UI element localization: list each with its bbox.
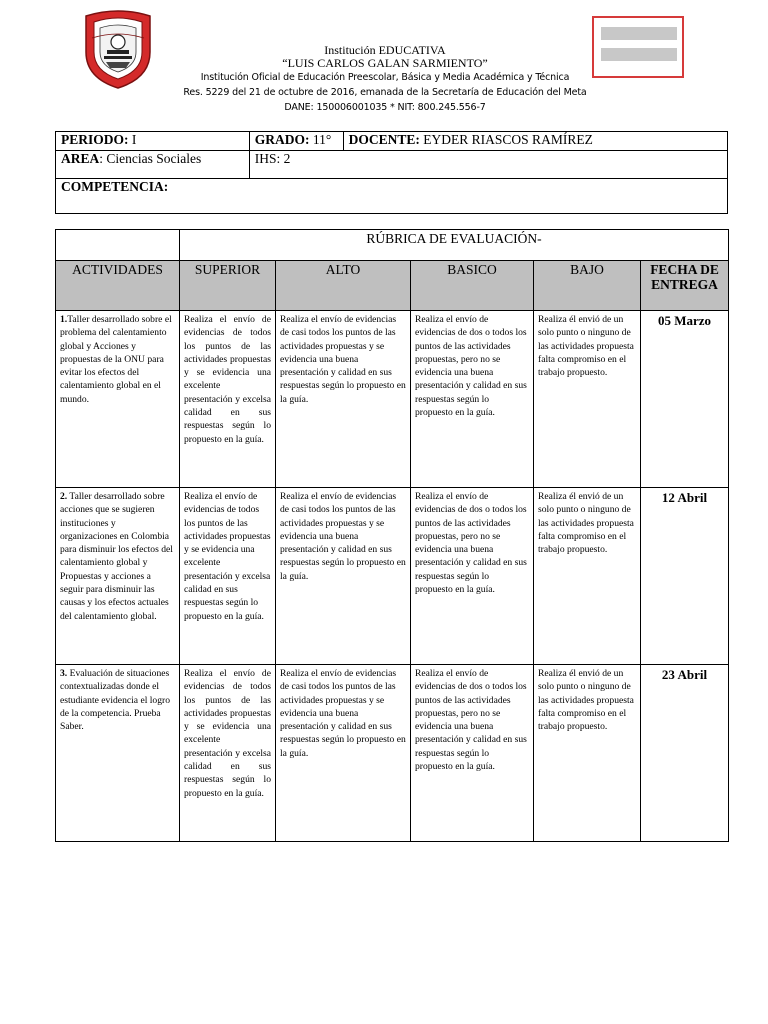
bajo-cell: Realiza él envió de un solo punto o ninguno de las actividades propuesta falta compromiso en el trabajo propuesto. [534, 311, 641, 488]
superior-cell: Realiza el envío de evidencias de todos los puntos de las actividades propuestas y se evidencia una excelente presentación y excelsa calidad en sus respuestas según lo propuesto en la guía. [180, 311, 276, 488]
activity-cell [56, 311, 180, 488]
activity-number: 3. [60, 668, 68, 679]
delivery-date: 23 Abril [641, 665, 729, 842]
basico-cell: Realiza el envío de evidencias de dos o todos los puntos de las actividades propuestas, pero no se evidencia una buena presentación y calidad en sus respuestas según lo propuesto en la guía. [411, 488, 534, 665]
table-row [56, 311, 729, 488]
activity-number: 2. [60, 491, 68, 502]
basico-cell: Realiza el envío de evidencias de dos o todos los puntos de las actividades propuestas, pero no se evidencia una buena presentación y calidad en sus respuestas según lo propuesto en la guía. [411, 665, 534, 842]
column-header-actividades: ACTIVIDADES [56, 261, 180, 311]
bajo-cell: Realiza él envió de un solo punto o ninguno de las actividades propuesta falta compromiso en el trabajo propuesto. [534, 665, 641, 842]
course-info-table [55, 131, 728, 214]
institution-type: Institución EDUCATIVA [324, 43, 446, 57]
rubric-table [55, 229, 729, 842]
column-header-fecha: FECHA DE ENTREGA [641, 261, 729, 311]
activity-cell [56, 665, 180, 842]
rubric-title: RÚBRICA DE EVALUACIÓN- [180, 230, 729, 261]
activity-cell [56, 488, 180, 665]
column-header-superior: SUPERIOR [180, 261, 276, 311]
docente-value: EYDER RIASCOS RAMÍREZ [419, 132, 593, 147]
docente-label: DOCENTE: [348, 132, 420, 147]
institution-header [170, 44, 600, 115]
activity-text: Taller desarrollado sobre acciones que se sugieren instituciones y organizaciones en Colombia para disminuir los efectos del calentamiento global y Propuestas y acciones a seguir para disminuir las causas y los efectos actuales del calentamiento global. [60, 491, 173, 622]
column-header-basico: BASICO [411, 261, 534, 311]
grado-value: 11° [309, 132, 332, 147]
delivery-date: 05 Marzo [641, 311, 729, 488]
table-row [56, 665, 729, 842]
institution-name: “LUIS CARLOS GALAN SARMIENTO” [282, 56, 488, 70]
alto-cell: Realiza el envío de evidencias de casi todos los puntos de las actividades propuestas y se evidencia una buena presentación y calidad en sus respuestas según lo propuesto en la guía. [276, 665, 411, 842]
grado-label: GRADO: [254, 132, 310, 147]
area-cell [56, 151, 250, 179]
periodo-cell [56, 132, 250, 151]
grado-cell [249, 132, 343, 151]
flag-stripe [601, 48, 677, 61]
periodo-value: I [128, 132, 137, 147]
competencia-label: COMPETENCIA: [61, 179, 169, 194]
area-value: : Ciencias Sociales [99, 151, 202, 166]
basico-cell: Realiza el envío de evidencias de dos o todos los puntos de las actividades propuestas, pero no se evidencia una buena presentación y calidad en sus respuestas según lo propuesto en la guía. [411, 311, 534, 488]
activity-text: Taller desarrollado sobre el problema del calentamiento global y Acciones y propuestas de la ONU para evitar los efectos del calentamiento global en el mundo. [60, 314, 172, 405]
periodo-label: PERIODO: [61, 132, 129, 147]
column-header-bajo: BAJO [534, 261, 641, 311]
institution-resolution: Res. 5229 del 21 de octubre de 2016, emanada de la Secretaría de Educación del Meta [183, 87, 587, 98]
institution-dane-nit: DANE: 150006001035 * NIT: 800.245.556-7 [284, 102, 486, 113]
table-row [56, 488, 729, 665]
superior-cell: Realiza el envío de evidencias de todos los puntos de las actividades propuestas y se evidencia una excelente presentación y excelsa calidad en sus respuestas según lo propuesto en la guía. [180, 665, 276, 842]
institution-description: Institución Oficial de Educación Preescolar, Básica y Media Académica y Técnica [200, 72, 570, 83]
column-header-alto: ALTO [276, 261, 411, 311]
superior-cell: Realiza el envío de evidencias de todos los puntos de las actividades propuestas y se evidencia una excelente presentación y excelsa calidad en sus respuestas según lo propuesto en la guía. [180, 488, 276, 665]
rubric-corner-cell [56, 230, 180, 261]
bajo-cell: Realiza él envió de un solo punto o ninguno de las actividades propuesta falta compromiso en el trabajo propuesto. [534, 488, 641, 665]
delivery-date: 12 Abril [641, 488, 729, 665]
docente-cell [343, 132, 727, 151]
flag-stripe [601, 27, 677, 40]
ihs-cell: IHS: 2 [249, 151, 727, 179]
alto-cell: Realiza el envío de evidencias de casi todos los puntos de las actividades propuestas y se evidencia una buena presentación y calidad en sus respuestas según lo propuesto en la guía. [276, 311, 411, 488]
activity-text: Evaluación de situaciones contextualizadas donde el estudiante evidencia el logro de la competencia. Prueba Saber. [60, 668, 171, 733]
school-shield-logo [80, 8, 156, 90]
competencia-cell [56, 179, 728, 214]
flag-emblem [592, 16, 684, 78]
activity-number: 1. [60, 314, 68, 325]
alto-cell: Realiza el envío de evidencias de casi todos los puntos de las actividades propuestas y se evidencia una buena presentación y calidad en sus respuestas según lo propuesto en la guía. [276, 488, 411, 665]
area-label: AREA [61, 151, 100, 166]
